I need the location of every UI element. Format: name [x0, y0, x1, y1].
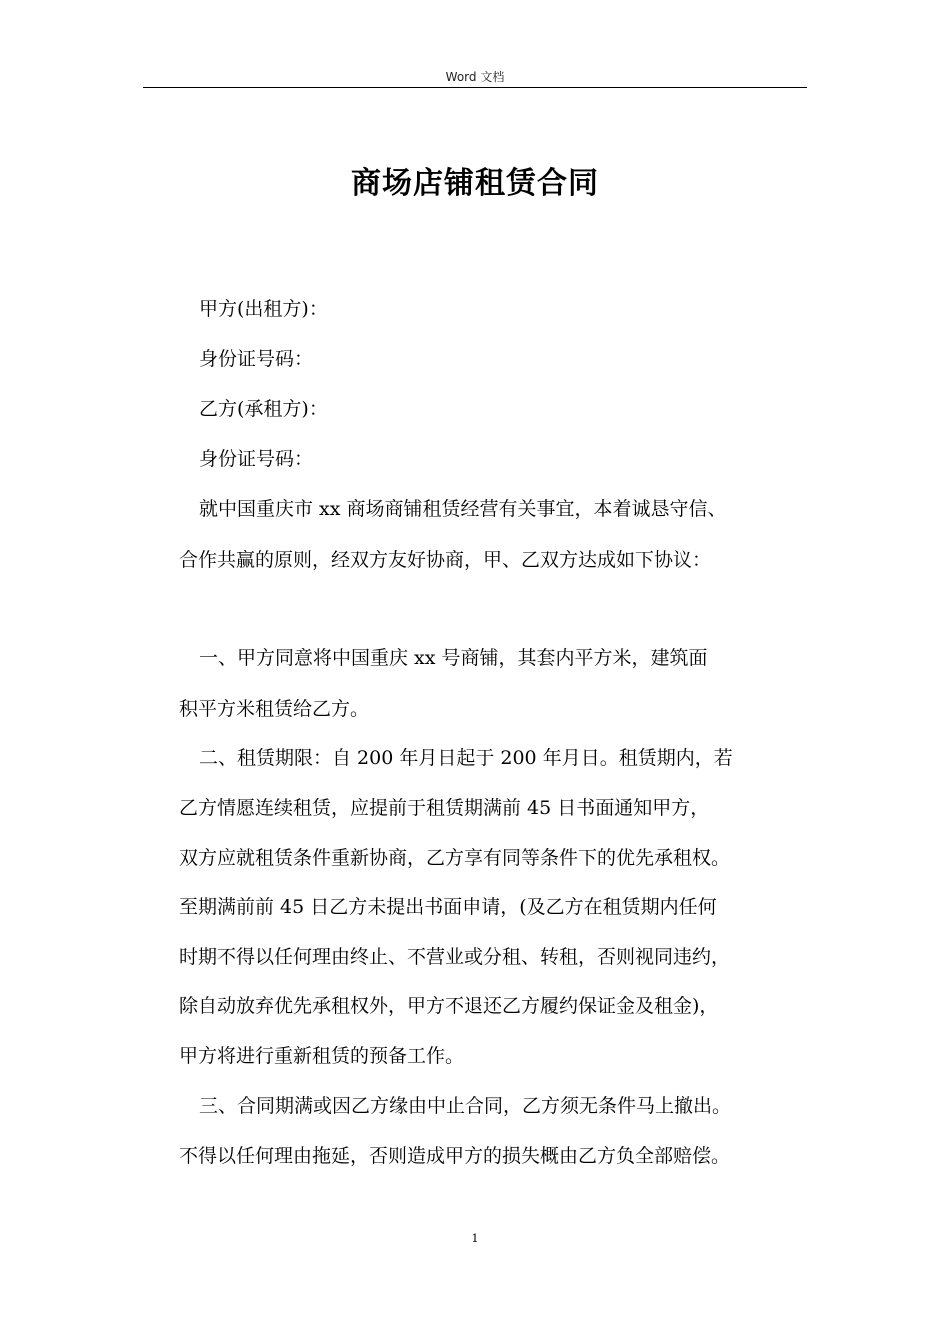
clause-2-line: 双方应就租赁条件重新协商，乙方享有同等条件下的优先承租权。 — [179, 847, 731, 869]
clause-3-line: 不得以任何理由拖延，否则造成甲方的损失概由乙方负全部赔偿。 — [179, 1145, 731, 1167]
clause-1-line: 积平方米租赁给乙方。 — [179, 698, 370, 720]
clause-2-line: 除自动放弃优先承租权外，甲方不退还乙方履约保证金及租金)， — [179, 995, 719, 1017]
clause-3-line: 三、合同期满或因乙方缘由中止合同，乙方须无条件马上撤出。 — [199, 1095, 732, 1117]
document-title: 商场店铺租赁合同 — [351, 166, 599, 201]
party-b-id-line: 身份证号码： — [199, 448, 314, 470]
page-number: 1 — [471, 1232, 479, 1245]
preamble-line: 就中国重庆市 xx 商场商铺租赁经营有关事宜，本着诚恳守信、 — [199, 498, 727, 520]
clause-2-line: 至期满前前 45 日乙方未提出书面申请，(及乙方在租赁期内任何 — [179, 896, 717, 918]
preamble-line: 合作共赢的原则，经双方友好协商，甲、乙双方达成如下协议： — [179, 549, 712, 571]
clause-2-line: 二、租赁期限：自 200 年月日起于 200 年月日。租赁期内，若 — [199, 747, 733, 769]
clause-2-line: 时期不得以任何理由终止、不营业或分租、转租，否则视同违约， — [179, 946, 731, 968]
party-b-line: 乙方(承租方)： — [199, 398, 328, 420]
clause-2-line: 甲方将进行重新租赁的预备工作。 — [179, 1045, 465, 1067]
page-header: Word 文档 — [445, 70, 505, 84]
party-a-line: 甲方(出租方)： — [199, 298, 328, 320]
clause-1-line: 一、甲方同意将中国重庆 xx 号商铺，其套内平方米，建筑面 — [199, 647, 708, 669]
clause-2-line: 乙方情愿连续租赁，应提前于租赁期满前 45 日书面通知甲方， — [179, 797, 710, 819]
party-a-id-line: 身份证号码： — [199, 348, 314, 370]
header-rule — [143, 87, 807, 88]
